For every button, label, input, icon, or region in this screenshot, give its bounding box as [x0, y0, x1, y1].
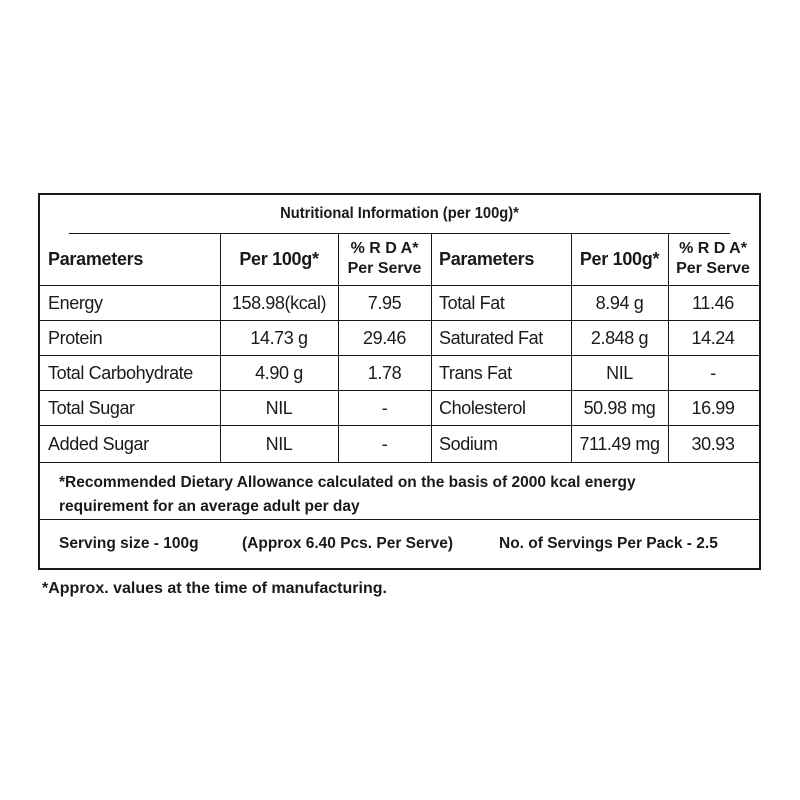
- column-divider: [668, 233, 669, 463]
- table-row: [40, 426, 759, 463]
- header-rda-right-line1: % R D A*: [679, 240, 747, 257]
- header-rda-right-line2: Per Serve: [676, 260, 750, 277]
- servings-per-pack: No. of Servings Per Pack - 2.5: [499, 535, 718, 552]
- row-param-left: Total Sugar: [48, 397, 135, 418]
- row-param-right: Trans Fat: [439, 362, 512, 383]
- header-rda-left-line1: % R D A*: [350, 240, 419, 257]
- row-param-right: Total Fat: [439, 292, 505, 313]
- table-row: [40, 321, 759, 356]
- row-value-right: 2.848 g: [590, 327, 649, 348]
- row-param-left: Protein: [48, 327, 103, 348]
- rda-note-line2: requirement for an average adult per day: [59, 498, 360, 515]
- row-rda-left: -: [381, 433, 388, 454]
- table-header-row: [40, 233, 759, 286]
- row-param-right: Cholesterol: [439, 397, 526, 418]
- row-rda-left: 1.78: [367, 362, 402, 383]
- row-value-left: 158.98(kcal): [231, 292, 327, 313]
- row-value-left: NIL: [265, 433, 293, 454]
- table-row: [40, 356, 759, 391]
- column-divider: [338, 233, 339, 463]
- row-rda-right: 16.99: [691, 397, 735, 418]
- row-rda-left: -: [381, 397, 388, 418]
- row-param-left: Total Carbohydrate: [48, 362, 193, 383]
- column-divider: [571, 233, 572, 463]
- rda-note-line1: *Recommended Dietary Allowance calculated on the basis of 2000 kcal energy: [59, 474, 636, 491]
- column-divider: [220, 233, 221, 463]
- header-rda-left-line2: Per Serve: [347, 260, 422, 277]
- row-rda-right: 11.46: [692, 292, 734, 313]
- row-value-left: 14.73 g: [250, 327, 308, 348]
- header-rda-left: [338, 233, 431, 285]
- row-rda-left: 7.95: [367, 292, 402, 313]
- row-rda-right: 14.24: [691, 327, 735, 348]
- row-value-right: 8.94 g: [595, 292, 644, 313]
- row-param-left: Energy: [48, 292, 103, 313]
- row-rda-right: 30.93: [691, 433, 735, 454]
- nutrition-table-panel: [38, 193, 761, 570]
- row-rda-left: 29.46: [362, 327, 407, 348]
- column-divider: [431, 233, 432, 463]
- table-row: [40, 391, 759, 426]
- serving-size: Serving size - 100g: [59, 535, 199, 552]
- serving-row: [40, 520, 759, 568]
- serving-approx: (Approx 6.40 Pcs. Per Serve): [242, 535, 454, 552]
- header-rda-right: [668, 233, 758, 285]
- header-parameters-left: Parameters: [48, 248, 144, 269]
- row-value-right: 711.49 mg: [579, 433, 660, 454]
- row-value-right: NIL: [606, 362, 633, 383]
- footer-note: *Approx. values at the time of manufacturing.: [42, 580, 387, 597]
- table-title: Nutritional Information (per 100g)*: [69, 195, 730, 234]
- row-param-left: Added Sugar: [48, 433, 149, 454]
- row-value-right: 50.98 mg: [583, 397, 656, 418]
- header-parameters-right: Parameters: [439, 248, 535, 269]
- rda-note: [40, 463, 759, 520]
- header-per100-right: Per 100g*: [579, 248, 660, 269]
- header-per100-left: Per 100g*: [239, 248, 319, 269]
- table-row: [40, 286, 759, 321]
- row-param-right: Sodium: [439, 433, 498, 454]
- row-value-left: 4.90 g: [255, 362, 303, 383]
- row-value-left: NIL: [265, 397, 293, 418]
- row-param-right: Saturated Fat: [439, 327, 543, 348]
- row-rda-right: -: [710, 362, 716, 383]
